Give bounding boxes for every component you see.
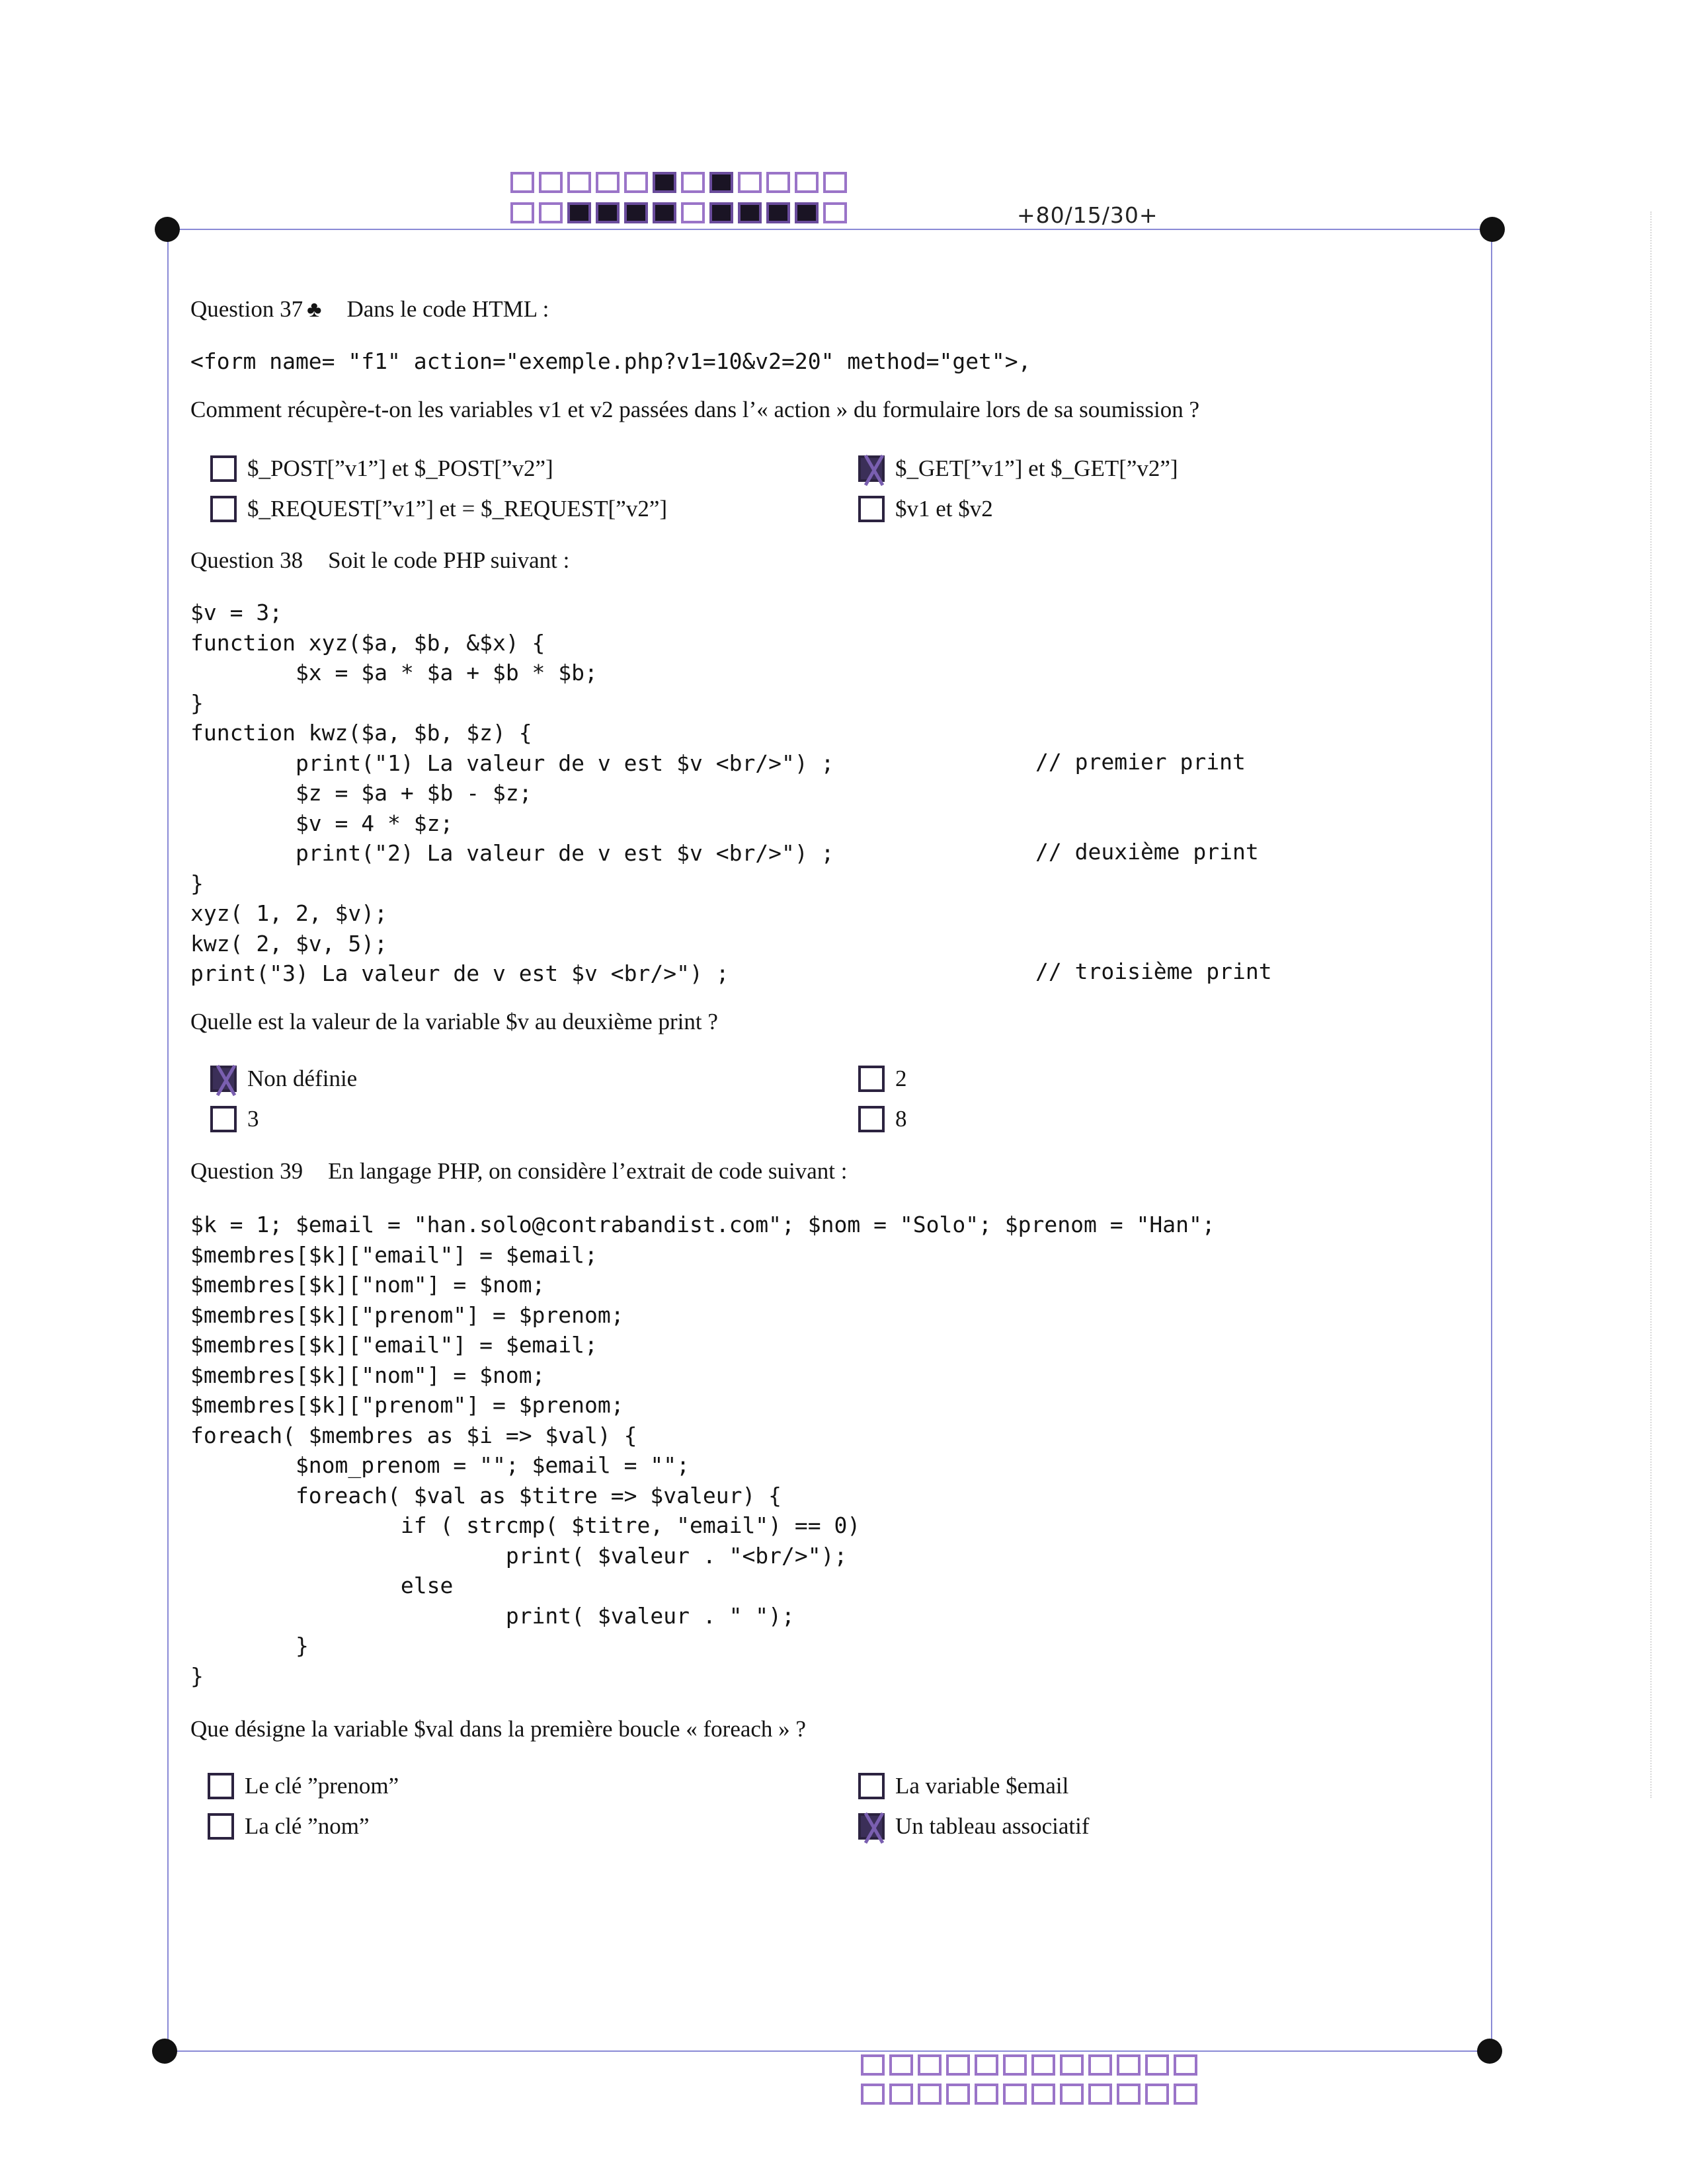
q38-comment-2: // deuxième print bbox=[1035, 839, 1259, 865]
code-cell bbox=[539, 172, 563, 193]
q37-prompt: Comment récupère-t-on les variables v1 et v2 passées dans l’« action » du formulaire lors de sa soumission ? bbox=[190, 397, 1199, 422]
option-label: Non définie bbox=[247, 1066, 358, 1091]
corner-mark-top-left bbox=[155, 217, 180, 242]
code-cell bbox=[1060, 2084, 1084, 2105]
code-cell-filled bbox=[596, 202, 620, 223]
option-label: $_POST[”v1”] et $_POST[”v2”] bbox=[247, 455, 553, 481]
q38-comment-1: // premier print bbox=[1035, 749, 1246, 775]
checkbox[interactable] bbox=[210, 496, 237, 522]
option-label: Un tableau associatif bbox=[895, 1813, 1090, 1839]
code-cell bbox=[975, 2054, 998, 2076]
checkbox[interactable] bbox=[208, 1773, 234, 1799]
club-icon: ♣ bbox=[307, 297, 322, 322]
option-label: La clé ”nom” bbox=[245, 1813, 370, 1839]
page-id: +80/15/30+ bbox=[1017, 202, 1158, 228]
question-intro: Soit le code PHP suivant : bbox=[328, 547, 570, 573]
code-cell bbox=[1117, 2054, 1141, 2076]
checkbox[interactable] bbox=[858, 1773, 885, 1799]
option-label: 3 bbox=[247, 1106, 259, 1132]
code-cell-filled bbox=[709, 202, 733, 223]
code-cell bbox=[1145, 2054, 1169, 2076]
corner-mark-top-right bbox=[1480, 217, 1505, 242]
code-cell-filled bbox=[567, 202, 591, 223]
option-label: $_GET[”v1”] et $_GET[”v2”] bbox=[895, 455, 1178, 481]
code-cell bbox=[946, 2054, 970, 2076]
q39-option-2[interactable] bbox=[858, 1773, 1068, 1799]
code-cell bbox=[681, 172, 705, 193]
code-cell-filled bbox=[795, 202, 819, 223]
code-cell bbox=[539, 202, 563, 223]
bottom-code-strip-1 bbox=[861, 2054, 1202, 2076]
code-cell bbox=[1174, 2084, 1197, 2105]
question-39-header bbox=[190, 1158, 848, 1185]
corner-mark-bottom-left bbox=[152, 2039, 177, 2064]
code-cell bbox=[946, 2084, 970, 2105]
q37-option-2[interactable] bbox=[858, 455, 1178, 482]
code-cell bbox=[1174, 2054, 1197, 2076]
option-label: 8 bbox=[895, 1106, 907, 1132]
question-label: Question 37 ♣ bbox=[190, 296, 322, 322]
checkbox[interactable] bbox=[858, 1106, 885, 1132]
checkbox-checked[interactable] bbox=[858, 1813, 885, 1840]
option-label: $_REQUEST[”v1”] et = $_REQUEST[”v2”] bbox=[247, 496, 668, 522]
q39-option-3[interactable] bbox=[208, 1813, 370, 1840]
checkbox[interactable] bbox=[210, 1106, 237, 1132]
question-label: Question 39 bbox=[190, 1158, 303, 1184]
q38-option-4[interactable] bbox=[858, 1106, 907, 1132]
question-intro: En langage PHP, on considère l’extrait de code suivant : bbox=[328, 1158, 848, 1184]
code-cell bbox=[567, 172, 591, 193]
q38-option-1[interactable] bbox=[210, 1066, 357, 1092]
checkbox[interactable] bbox=[210, 455, 237, 482]
q38-code: $v = 3; function xyz($a, $b, &$x) { $x = $a * $a + $b * $b; } function kwz($a, $b, $z) { print("1) La valeur de v est $v <br/>") ; $z = $a + $b - $z; $v = 4 * $z; print("2) La valeur de v est $v <br/>") ; } xyz( 1, 2, $v); kwz( 2, $v, 5); print("3) La valeur de v est $v <br/>") ; bbox=[190, 600, 834, 986]
code-cell-filled bbox=[653, 172, 676, 193]
code-cell bbox=[795, 172, 819, 193]
q38-comment-3: // troisième print bbox=[1035, 958, 1272, 984]
code-cell bbox=[975, 2084, 998, 2105]
code-cell bbox=[738, 172, 762, 193]
code-cell bbox=[889, 2054, 913, 2076]
code-cell bbox=[861, 2054, 885, 2076]
code-cell bbox=[861, 2084, 885, 2105]
q37-code: <form name= "f1" action="exemple.php?v1=10&v2=20" method="get">, bbox=[190, 348, 1031, 374]
q37-option-4[interactable] bbox=[858, 496, 993, 522]
code-cell-filled bbox=[653, 202, 676, 223]
code-cell bbox=[510, 172, 534, 193]
checkbox-checked[interactable] bbox=[858, 455, 885, 482]
checkbox[interactable] bbox=[858, 1066, 885, 1092]
code-cell bbox=[1117, 2084, 1141, 2105]
q38-option-3[interactable] bbox=[210, 1106, 259, 1132]
code-cell-filled bbox=[709, 172, 733, 193]
code-cell bbox=[1060, 2054, 1084, 2076]
code-cell-filled bbox=[624, 202, 648, 223]
code-cell bbox=[681, 202, 705, 223]
corner-mark-bottom-right bbox=[1477, 2039, 1502, 2064]
code-cell bbox=[889, 2084, 913, 2105]
checkbox[interactable] bbox=[858, 496, 885, 522]
code-cell bbox=[1003, 2054, 1027, 2076]
top-code-strip-2 bbox=[510, 202, 852, 223]
code-cell bbox=[918, 2054, 942, 2076]
top-code-strip-1 bbox=[510, 172, 852, 193]
q37-option-3[interactable] bbox=[210, 496, 667, 522]
code-cell bbox=[766, 172, 790, 193]
checkbox-checked[interactable] bbox=[210, 1066, 237, 1092]
option-label: La variable $email bbox=[895, 1773, 1069, 1799]
code-cell bbox=[624, 172, 648, 193]
q39-option-1[interactable] bbox=[208, 1773, 399, 1799]
code-cell bbox=[1145, 2084, 1169, 2105]
code-cell bbox=[918, 2084, 942, 2105]
option-label: Le clé ”prenom” bbox=[245, 1773, 399, 1799]
question-label: Question 38 bbox=[190, 547, 303, 573]
code-cell bbox=[1088, 2054, 1112, 2076]
code-cell bbox=[1003, 2084, 1027, 2105]
option-label: $v1 et $v2 bbox=[895, 496, 993, 522]
code-cell bbox=[1088, 2084, 1112, 2105]
question-38-header bbox=[190, 547, 569, 574]
q39-code: $k = 1; $email = "han.solo@contrabandist.com"; $nom = "Solo"; $prenom = "Han"; $membres[$k]["email"] = $email; $membres[$k]["nom"] = $nom; $membres[$k]["prenom"] = $prenom; $membres[$k]["email"] = $email; $membres[$k]["nom"] = $nom; $membres[$k]["prenom"] = $prenom; foreach( $membres as $i => $val) { $nom_prenom = ""; $email = ""; foreach( $val as $titre => $valeur) { if ( strcmp( $titre, "email") == 0) print( $valeur . "<br/>"); else print( $valeur . " "); } } bbox=[190, 1212, 1215, 1689]
code-cell bbox=[1031, 2084, 1055, 2105]
q38-option-2[interactable] bbox=[858, 1066, 907, 1092]
q39-option-4[interactable] bbox=[858, 1813, 1090, 1840]
code-cell bbox=[596, 172, 620, 193]
code-cell bbox=[1031, 2054, 1055, 2076]
code-cell bbox=[823, 202, 847, 223]
q39-prompt: Que désigne la variable $val dans la première boucle « foreach » ? bbox=[190, 1716, 806, 1742]
code-cell-filled bbox=[738, 202, 762, 223]
code-cell bbox=[510, 202, 534, 223]
checkbox[interactable] bbox=[208, 1813, 234, 1840]
q37-option-1[interactable] bbox=[210, 455, 553, 482]
bottom-code-strip-2 bbox=[861, 2084, 1202, 2105]
scan-edge-marks bbox=[1650, 212, 1654, 1798]
code-cell bbox=[823, 172, 847, 193]
question-37-header bbox=[190, 296, 549, 323]
question-intro: Dans le code HTML : bbox=[346, 296, 549, 322]
q38-prompt: Quelle est la valeur de la variable $v au deuxième print ? bbox=[190, 1009, 718, 1034]
option-label: 2 bbox=[895, 1066, 907, 1091]
code-cell-filled bbox=[766, 202, 790, 223]
